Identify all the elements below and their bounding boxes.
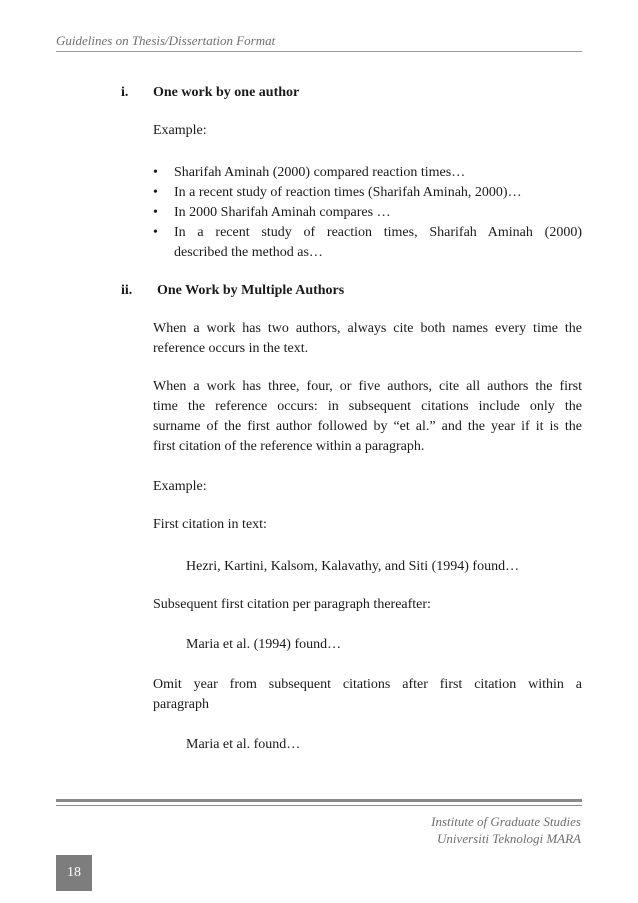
running-header: Guidelines on Thesis/Dissertation Format — [56, 33, 276, 48]
section-i-number: i. — [121, 85, 129, 100]
footer-institute: Institute of Graduate Studies — [431, 814, 581, 829]
para2-line-3: surname of the first author followed by “et al.” and the year if it is the — [153, 419, 582, 434]
bullet-item-3: In 2000 Sharifah Aminah compares … — [174, 205, 391, 220]
para2-line-4: first citation of the reference within a paragraph. — [153, 439, 425, 454]
bullet-marker: • — [153, 205, 158, 220]
bullet-item-2: In a recent study of reaction times (Sharifah Aminah, 2000)… — [174, 185, 522, 200]
section-ii-number: ii. — [121, 283, 133, 298]
para1-line-2: reference occurs in the text. — [153, 341, 309, 356]
first-citation-example: Hezri, Kartini, Kalsom, Kalavathy, and Siti (1994) found… — [186, 559, 520, 574]
section-i-heading: One work by one author — [153, 85, 300, 100]
header-divider — [56, 51, 582, 52]
subsequent-citation-example: Maria et al. (1994) found… — [186, 637, 342, 652]
bullet-item-4-line-2: described the method as… — [174, 245, 323, 260]
omit-example: Maria et al. found… — [186, 737, 301, 752]
para1-line-1: When a work has two authors, always cite both names every time the — [153, 321, 582, 336]
para2-line-2: time the reference occurs: in subsequent citations include only the — [153, 399, 582, 414]
page-number: 18 — [56, 855, 92, 891]
para2-line-1: When a work has three, four, or five authors, cite all authors the first — [153, 379, 582, 394]
footer-university: Universiti Teknologi MARA — [437, 831, 581, 846]
subsequent-citation-label: Subsequent first citation per paragraph thereafter: — [153, 597, 431, 612]
bullet-marker: • — [153, 185, 158, 200]
bullet-marker: • — [153, 165, 158, 180]
section-ii-heading: One Work by Multiple Authors — [157, 283, 345, 298]
bullet-item-4-line-1: In a recent study of reaction times, Sharifah Aminah (2000) — [174, 225, 582, 240]
section-i-example-label: Example: — [153, 123, 207, 138]
section-ii-example-label: Example: — [153, 479, 207, 494]
first-citation-label: First citation in text: — [153, 517, 267, 532]
footer-divider-thick — [56, 799, 582, 802]
bullet-item-1: Sharifah Aminah (2000) compared reaction times… — [174, 165, 466, 180]
omit-line-1: Omit year from subsequent citations after first citation within a — [153, 677, 582, 692]
omit-line-2: paragraph — [153, 697, 209, 712]
bullet-marker: • — [153, 225, 158, 240]
footer-divider-thin — [56, 805, 582, 806]
